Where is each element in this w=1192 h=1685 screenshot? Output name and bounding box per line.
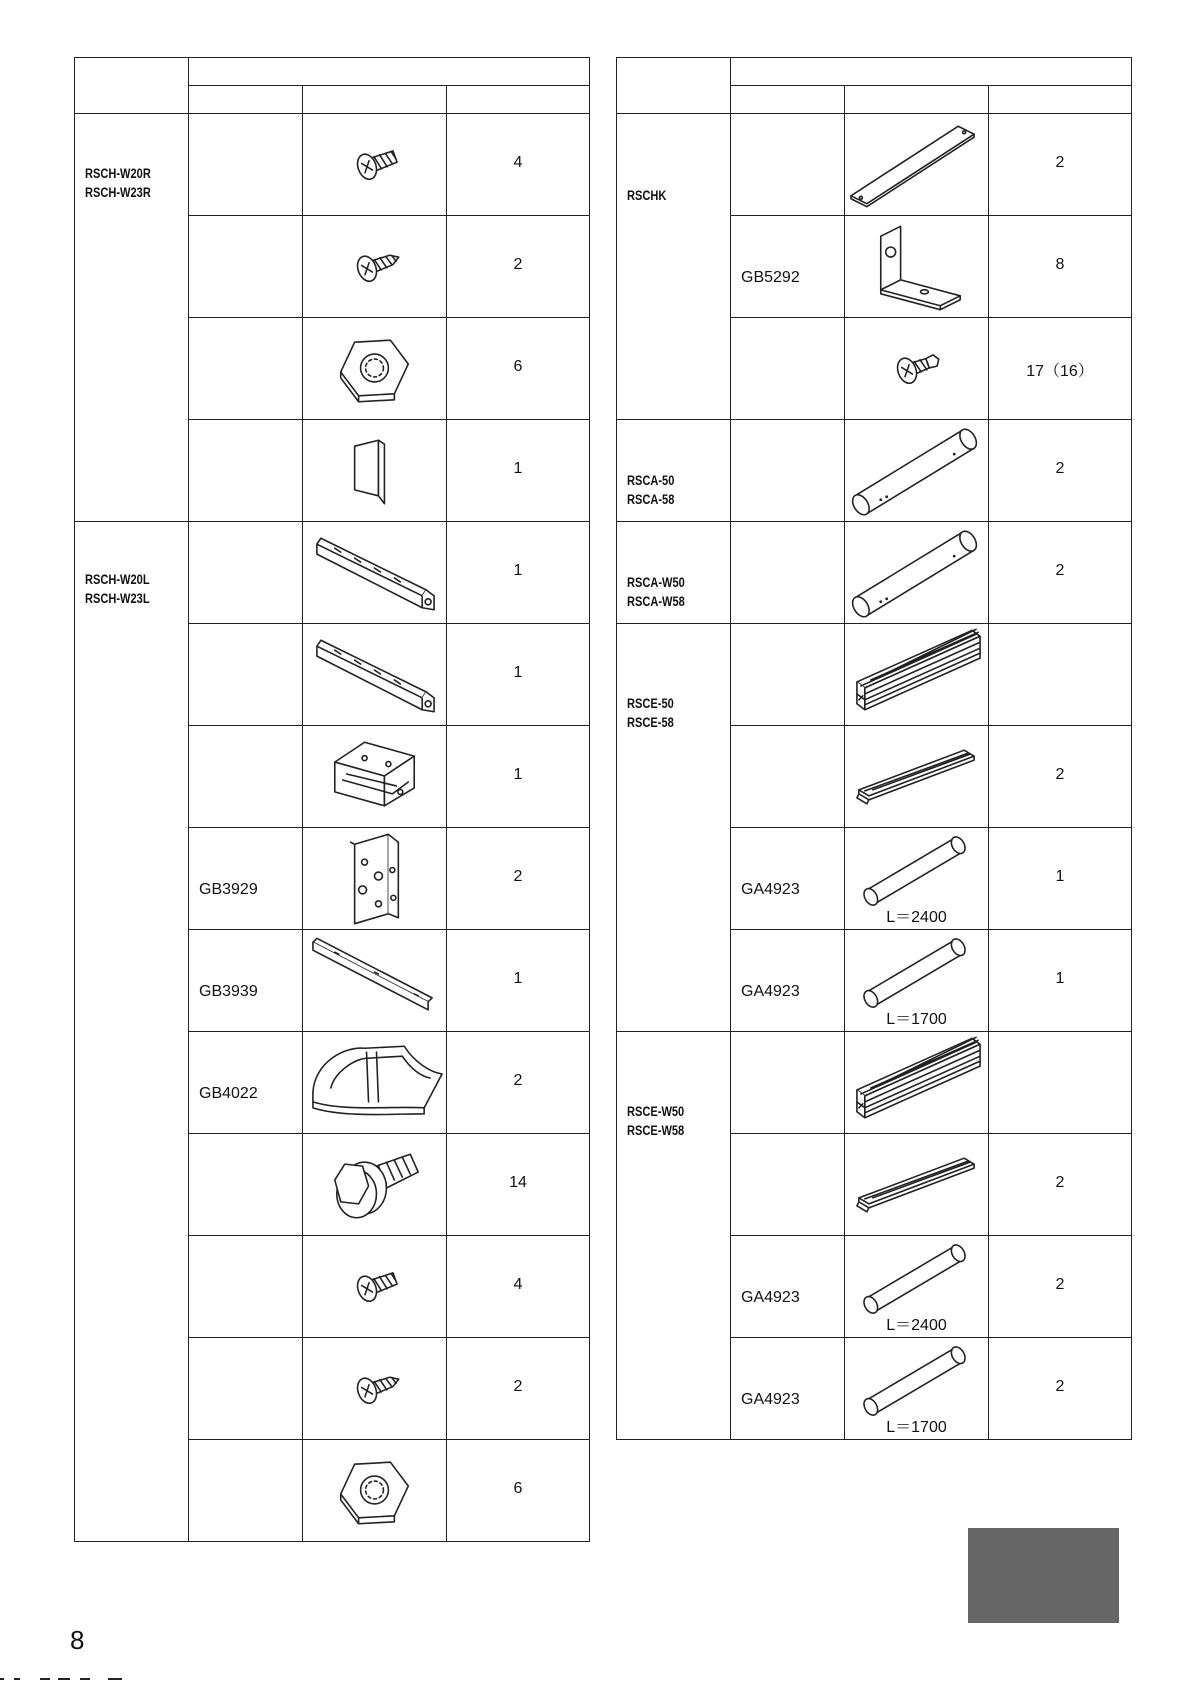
part-code-cell [189, 1440, 303, 1542]
model-names [85, 164, 151, 202]
part-length: L＝2400 [886, 909, 947, 926]
part-quantity: 2 [1055, 562, 1065, 579]
part-code-cell [731, 1134, 845, 1236]
part-code-cell [731, 624, 845, 726]
part-code-cell [189, 1236, 303, 1338]
part-quantity: 1 [513, 562, 523, 579]
section-tab-block [968, 1528, 1119, 1623]
footer-mark [0, 1677, 170, 1681]
rail-channel-icon [303, 522, 446, 623]
model-names [627, 186, 666, 205]
part-quantity: 14 [509, 1174, 527, 1191]
part-figure-cell [303, 420, 447, 522]
part-quantity: 2 [513, 256, 523, 273]
model-name: RSCHK [627, 188, 667, 203]
part-qty-cell [447, 318, 590, 420]
part-figure-cell [845, 828, 989, 930]
part-row [75, 114, 590, 216]
part-code-cell [189, 726, 303, 828]
flat-rail-icon [845, 1134, 988, 1235]
model-names [627, 471, 674, 509]
part-qty-cell [989, 114, 1132, 216]
part-quantity: 2 [1055, 1276, 1065, 1293]
part-figure-cell [303, 114, 447, 216]
model-cell [617, 420, 731, 522]
part-code: GA4923 [741, 983, 800, 1000]
part-figure-cell [303, 828, 447, 930]
part-figure-cell [303, 1134, 447, 1236]
model-cell [75, 114, 189, 522]
part-code-cell [731, 522, 845, 624]
tapping-screw-icon [303, 216, 446, 317]
part-length: L＝1700 [886, 1011, 947, 1028]
drill-screw-icon [845, 318, 988, 419]
part-code-cell [731, 828, 845, 930]
angle-bar-icon [303, 930, 446, 1031]
part-code-cell [189, 828, 303, 930]
part-code-cell [731, 1338, 845, 1440]
part-qty-cell [447, 1236, 590, 1338]
model-names [627, 573, 685, 611]
part-figure-cell [303, 930, 447, 1032]
part-code-cell [731, 726, 845, 828]
part-code-cell [189, 318, 303, 420]
hex-nut-icon [303, 318, 446, 419]
model-name: RSCE-W50 [627, 1104, 685, 1119]
part-length: L＝1700 [886, 1419, 947, 1436]
model-names [627, 1102, 684, 1140]
part-quantity: 1 [513, 766, 523, 783]
part-qty-cell [989, 930, 1132, 1032]
part-qty-cell [447, 522, 590, 624]
model-name: RSCH-W23L [85, 591, 150, 606]
header-qty-cell [447, 86, 590, 114]
end-cap-icon [303, 1032, 446, 1133]
tapping-screw-icon [303, 1338, 446, 1439]
model-name: RSCE-58 [627, 715, 674, 730]
part-figure-cell [845, 522, 989, 624]
part-code-cell [731, 318, 845, 420]
part-code: GA4923 [741, 881, 800, 898]
model-cell [75, 522, 189, 1542]
pan-head-screw-icon [303, 1236, 446, 1337]
part-quantity: 1 [1055, 868, 1065, 885]
part-qty-cell [989, 1032, 1132, 1134]
part-quantity: 4 [513, 1276, 523, 1293]
part-quantity: 2 [1055, 766, 1065, 783]
part-quantity: 2 [1055, 460, 1065, 477]
part-code: GB3939 [199, 983, 258, 1000]
part-figure-cell [845, 1236, 989, 1338]
part-quantity: 6 [513, 358, 523, 375]
part-quantity: 1 [1055, 970, 1065, 987]
part-code-cell [731, 216, 845, 318]
part-qty-cell [989, 828, 1132, 930]
part-figure-cell [845, 1338, 989, 1440]
part-code: GA4923 [741, 1289, 800, 1306]
part-qty-cell [447, 726, 590, 828]
header-code-cell [189, 86, 303, 114]
part-qty-cell [989, 522, 1132, 624]
part-row [617, 114, 1132, 216]
header-figure-cell [303, 86, 447, 114]
rail-channel-icon [303, 624, 446, 725]
l-bracket-icon [845, 216, 988, 317]
model-name: RSCE-50 [627, 696, 674, 711]
part-figure-cell [845, 624, 989, 726]
part-qty-cell [447, 1440, 590, 1542]
part-figure-cell [845, 420, 989, 522]
part-figure-cell [303, 624, 447, 726]
header-figure-cell [845, 86, 989, 114]
part-figure-cell [845, 930, 989, 1032]
part-qty-cell [447, 1032, 590, 1134]
model-name: RSCA-W50 [627, 575, 685, 590]
part-row [617, 522, 1132, 624]
part-figure-cell [303, 1440, 447, 1542]
part-qty-cell [447, 420, 590, 522]
header-model-cell [617, 58, 731, 114]
part-code: GB5292 [741, 269, 800, 286]
part-figure-cell [303, 522, 447, 624]
pipe-icon [845, 420, 988, 521]
part-code: GB3929 [199, 881, 258, 898]
header-parts-cell [731, 58, 1132, 86]
model-name: RSCE-W58 [627, 1123, 685, 1138]
part-code-cell [189, 114, 303, 216]
part-code: GB4022 [199, 1085, 258, 1102]
part-code-cell [189, 1338, 303, 1440]
part-code-cell [189, 624, 303, 726]
bracket-plate-icon [303, 828, 446, 929]
part-qty-cell [989, 1236, 1132, 1338]
pipe-icon [845, 522, 988, 623]
model-name: RSCH-W20L [85, 572, 150, 587]
part-qty-cell [989, 420, 1132, 522]
part-qty-cell [989, 726, 1132, 828]
part-quantity: 2 [1055, 154, 1065, 171]
part-length: L＝2400 [886, 1317, 947, 1334]
part-code: GA4923 [741, 1391, 800, 1408]
model-name: RSCA-58 [627, 492, 675, 507]
part-figure-cell [845, 1134, 989, 1236]
part-qty-cell [447, 114, 590, 216]
instruction-sheet-icon [303, 420, 446, 521]
part-qty-cell [447, 1134, 590, 1236]
header-parts-cell [189, 58, 590, 86]
page-number: 8 [70, 1625, 85, 1655]
part-qty-cell [447, 216, 590, 318]
part-quantity: 4 [513, 154, 523, 171]
part-figure-cell [303, 1338, 447, 1440]
part-qty-cell [989, 318, 1132, 420]
hex-bolt-washer-icon [303, 1134, 446, 1235]
part-row [75, 522, 590, 624]
part-code-cell [731, 114, 845, 216]
part-qty-cell [447, 930, 590, 1032]
extrusion-rail-icon [845, 1032, 988, 1133]
part-quantity: 1 [513, 970, 523, 987]
model-cell [617, 114, 731, 420]
model-name: RSCH-W23R [85, 185, 151, 200]
model-cell [617, 1032, 731, 1440]
part-figure-cell [303, 318, 447, 420]
part-quantity: 1 [513, 460, 523, 477]
part-quantity: 8 [1055, 256, 1065, 273]
part-figure-cell [303, 216, 447, 318]
part-qty-cell [447, 828, 590, 930]
part-quantity: 2 [513, 868, 523, 885]
model-names [85, 570, 150, 608]
model-cell [617, 522, 731, 624]
part-row [617, 624, 1132, 726]
header-code-cell [731, 86, 845, 114]
flat-rail-icon [845, 726, 988, 827]
hex-nut-icon [303, 1440, 446, 1541]
part-code-cell [189, 216, 303, 318]
parts-table-left [74, 57, 590, 1542]
part-quantity: 2 [1055, 1174, 1065, 1191]
model-name: RSCH-W20R [85, 166, 151, 181]
part-code-cell [731, 1236, 845, 1338]
header-qty-cell [989, 86, 1132, 114]
part-qty-cell [447, 1338, 590, 1440]
part-qty-cell [989, 1134, 1132, 1236]
pan-head-screw-icon [303, 114, 446, 215]
part-quantity: 2 [513, 1378, 523, 1395]
part-row [617, 1032, 1132, 1134]
part-qty-cell [989, 624, 1132, 726]
part-figure-cell [845, 114, 989, 216]
model-name: RSCA-50 [627, 473, 675, 488]
part-quantity: 2 [513, 1072, 523, 1089]
part-code-cell [731, 420, 845, 522]
part-row [617, 420, 1132, 522]
part-code-cell [189, 522, 303, 624]
part-code-cell [189, 420, 303, 522]
part-figure-cell [303, 726, 447, 828]
model-name: RSCA-W58 [627, 594, 685, 609]
joint-box-icon [303, 726, 446, 827]
part-figure-cell [845, 318, 989, 420]
parts-table-right [616, 57, 1132, 1440]
part-qty-cell [447, 624, 590, 726]
flat-plate-icon [845, 114, 988, 215]
part-code-cell [189, 1032, 303, 1134]
part-figure-cell [845, 1032, 989, 1134]
part-code-cell [731, 1032, 845, 1134]
part-qty-cell [989, 1338, 1132, 1440]
part-figure-cell [845, 216, 989, 318]
model-names [627, 694, 674, 732]
extrusion-rail-icon [845, 624, 988, 725]
part-code-cell [731, 930, 845, 1032]
part-quantity: 1 [513, 664, 523, 681]
model-cell [617, 624, 731, 1032]
part-figure-cell [845, 726, 989, 828]
part-figure-cell [303, 1032, 447, 1134]
part-quantity: 2 [1055, 1378, 1065, 1395]
part-code-cell [189, 1134, 303, 1236]
header-model-cell [75, 58, 189, 114]
part-figure-cell [303, 1236, 447, 1338]
part-qty-cell [989, 216, 1132, 318]
part-quantity: 6 [513, 1480, 523, 1497]
part-quantity: 17（16） [1026, 363, 1094, 380]
part-code-cell [189, 930, 303, 1032]
